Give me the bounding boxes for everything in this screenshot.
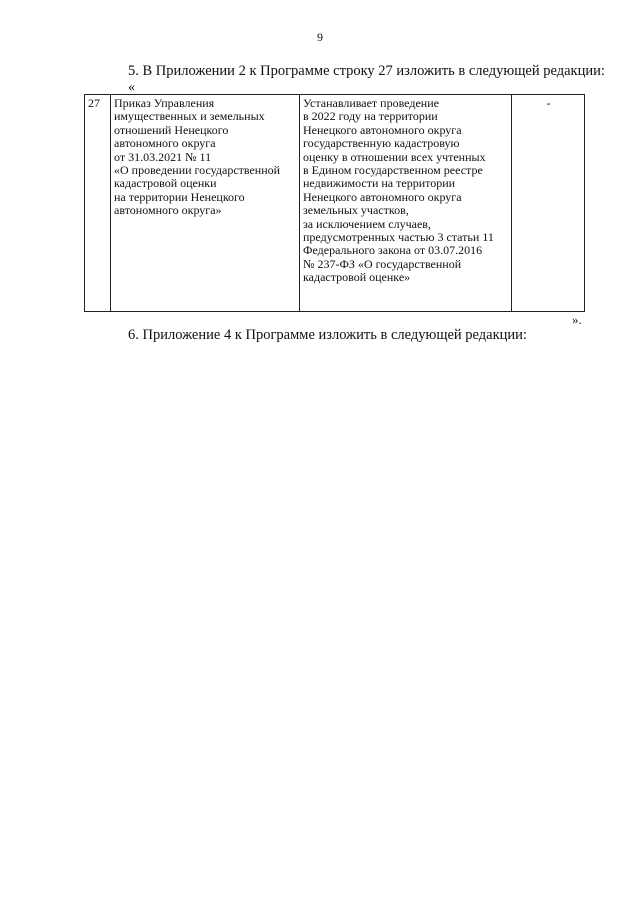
opening-quote-mark: «: [128, 80, 135, 95]
paragraph-6: 6. Приложение 4 к Программе изложить в следующей редакции:: [128, 327, 527, 343]
closing-quote-mark: ».: [572, 312, 582, 327]
page-number: 9: [317, 30, 323, 44]
row-number-cell: 27: [85, 95, 111, 312]
document-name-cell: Приказ Управления имущественных и земельных отношений Ненецкого автономного округа от 31.03.2021 № 11 «О проведении государственной кадастровой оценки на территории Ненецкого автономного округа»: [111, 95, 300, 312]
table-row: [85, 95, 585, 312]
amendment-table: [84, 94, 585, 312]
note-cell: -: [512, 95, 585, 312]
description-cell: Устанавливает проведение в 2022 году на территории Ненецкого автономного округа государственную кадастровую оценку в отношении всех учтенных в Едином государственном реестре недвижимости на территории Ненецкого автономного округа земельных участков, за исключением случаев, предусмотренных частью 3 статьи 11 Федерального закона от 03.07.2016 № 237-ФЗ «О государственной кадастровой оценке»: [300, 95, 512, 312]
paragraph-5: 5. В Приложении 2 к Программе строку 27 изложить в следующей редакции:: [128, 63, 605, 79]
